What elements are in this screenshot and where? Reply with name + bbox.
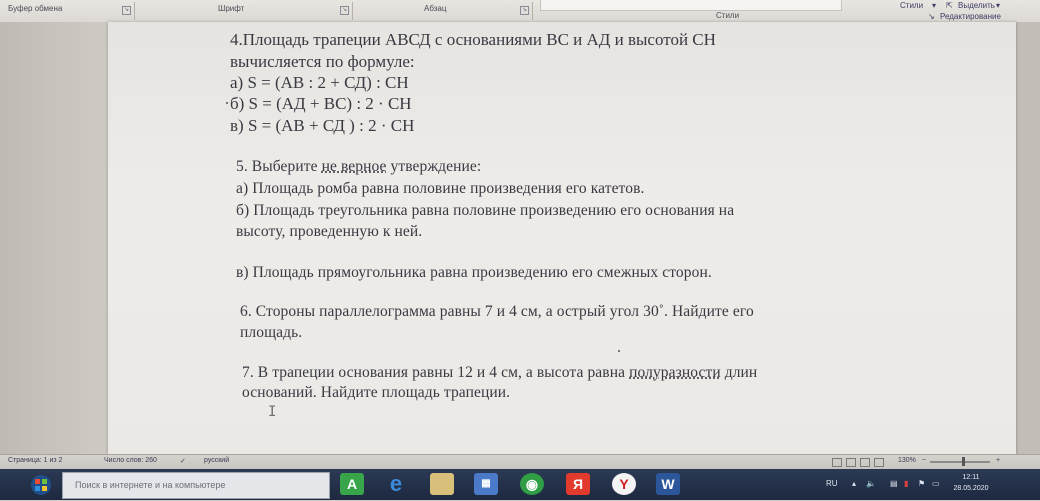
q7-line1-suffix: длин xyxy=(720,364,758,381)
notifications-icon[interactable]: ▭ xyxy=(932,479,940,488)
styles-gallery[interactable] xyxy=(540,0,842,11)
clock[interactable] xyxy=(948,472,994,494)
clock-date: 28.05.2020 xyxy=(953,485,989,492)
editing-launcher-icon[interactable]: ↘ xyxy=(928,12,935,21)
language-indicator[interactable]: русский xyxy=(204,457,230,464)
input-language[interactable]: RU xyxy=(826,479,838,488)
q5-option-c: в) Площадь прямоугольника равна произведению его смежных сторон. xyxy=(236,264,712,281)
ribbon-group-clipboard[interactable]: Буфер обмена xyxy=(8,4,63,13)
document-page[interactable] xyxy=(108,22,1016,454)
ribbon-separator xyxy=(532,2,533,20)
q5-option-a: а) Площадь ромба равна половине произведения его катетов. xyxy=(236,180,645,197)
q4-line2: вычисляется по формуле: xyxy=(230,52,415,71)
q5-intro-suffix: утверждение: xyxy=(386,158,482,175)
editing-group xyxy=(888,0,1040,22)
margin-mark xyxy=(618,350,620,352)
q7-line1-prefix: 7. В трапеции основания равны 12 и 4 см, а высота равна xyxy=(242,364,630,381)
q4-option-a: а) S = (АВ : 2 + СД) : СН xyxy=(230,73,409,92)
margin-mark xyxy=(226,102,228,104)
start-button[interactable] xyxy=(28,474,54,496)
q4-option-c: в) S = (АВ + СД ) : 2 · СН xyxy=(230,116,415,135)
yandex-browser-icon[interactable]: Y xyxy=(612,473,636,495)
network-icon[interactable]: ▤ xyxy=(890,479,898,488)
flag-icon[interactable]: ⚑ xyxy=(918,479,926,488)
page-count[interactable]: Страница: 1 из 2 xyxy=(8,457,63,464)
font-launcher-icon[interactable]: ↘ xyxy=(341,7,348,13)
search-placeholder: Поиск в интернете и на компьютере xyxy=(75,480,226,490)
q4-line1: 4.Площадь трапеции АВСД с основаниями ВС и АД и высотой СН xyxy=(230,30,716,49)
windows-logo-icon xyxy=(28,474,54,496)
proofing-icon[interactable]: ✓ xyxy=(180,458,186,465)
web-layout-icon[interactable] xyxy=(860,458,870,467)
outline-icon[interactable] xyxy=(874,458,884,467)
clock-time: 12:11 xyxy=(962,474,980,481)
q5-option-b-line2: высоту, проведенную к ней. xyxy=(236,223,423,240)
q7-line1-underlined: полуразности xyxy=(629,364,721,381)
store-icon[interactable]: ▦ xyxy=(474,473,498,495)
tray-chevron-icon[interactable]: ▴ xyxy=(852,479,857,488)
zoom-out-icon[interactable]: − xyxy=(922,457,927,464)
document-area xyxy=(0,22,1040,454)
app-a-icon[interactable]: A xyxy=(340,473,364,495)
file-explorer-icon[interactable] xyxy=(430,473,454,495)
taskbar xyxy=(0,469,1040,500)
q5-option-b-line1: б) Площадь треугольника равна половине произведению его основания на xyxy=(236,202,735,219)
vertical-scrollbar[interactable] xyxy=(1018,22,1040,454)
zoom-slider[interactable] xyxy=(930,461,990,463)
q5-intro-underlined: не верное xyxy=(321,158,387,175)
ribbon-group-font[interactable]: Шрифт xyxy=(218,4,245,13)
q7-line1 xyxy=(242,364,757,382)
select-button[interactable]: Выделить xyxy=(958,1,995,10)
zoom-in-icon[interactable]: + xyxy=(996,457,1001,464)
paragraph-launcher-icon[interactable]: ↘ xyxy=(521,7,528,13)
ribbon-group-paragraph[interactable]: Абзац xyxy=(424,4,447,13)
q6-line2: площадь. xyxy=(240,324,303,341)
text-cursor-icon: I xyxy=(268,404,277,420)
ribbon-group-styles[interactable]: Стили xyxy=(716,11,740,20)
battery-icon[interactable]: ▮ xyxy=(904,479,909,488)
print-layout-icon[interactable] xyxy=(832,458,842,467)
ribbon xyxy=(0,0,1040,23)
search-input[interactable] xyxy=(62,472,330,499)
styles-dropdown[interactable]: Стили xyxy=(900,1,924,10)
select-chevron-icon[interactable]: ▾ xyxy=(996,1,1001,10)
select-cursor-icon: ⇱ xyxy=(946,1,953,10)
q4-option-b: б) S = (АД + ВС) : 2 · СН xyxy=(230,94,412,113)
editing-group-label: Редактирование xyxy=(940,12,1001,21)
ribbon-separator xyxy=(134,2,135,20)
styles-dropdown-chevron-icon[interactable]: ▾ xyxy=(932,1,937,10)
volume-icon[interactable]: 🔈 xyxy=(866,479,876,488)
status-bar xyxy=(0,454,1040,469)
q5-intro-prefix: 5. Выберите xyxy=(236,158,322,175)
word-count[interactable]: Число слов: 260 xyxy=(104,457,157,464)
ribbon-separator xyxy=(352,2,353,20)
zoom-level[interactable]: 130% xyxy=(898,457,916,464)
clipboard-launcher-icon[interactable]: ↘ xyxy=(123,7,130,13)
q6-line1: 6. Стороны параллелограмма равны 7 и 4 см, а острый угол 30˚. Найдите его xyxy=(240,303,754,320)
internet-explorer-icon[interactable]: e xyxy=(389,471,403,496)
q7-line2: оснований. Найдите площадь трапеции. xyxy=(242,384,511,401)
word-icon[interactable]: W xyxy=(656,473,680,495)
zoom-slider-knob[interactable] xyxy=(962,457,965,466)
q5-intro xyxy=(236,158,481,176)
yandex-icon[interactable]: Я xyxy=(566,473,590,495)
full-screen-icon[interactable] xyxy=(846,458,856,467)
chrome-icon[interactable]: ◉ xyxy=(520,473,544,495)
